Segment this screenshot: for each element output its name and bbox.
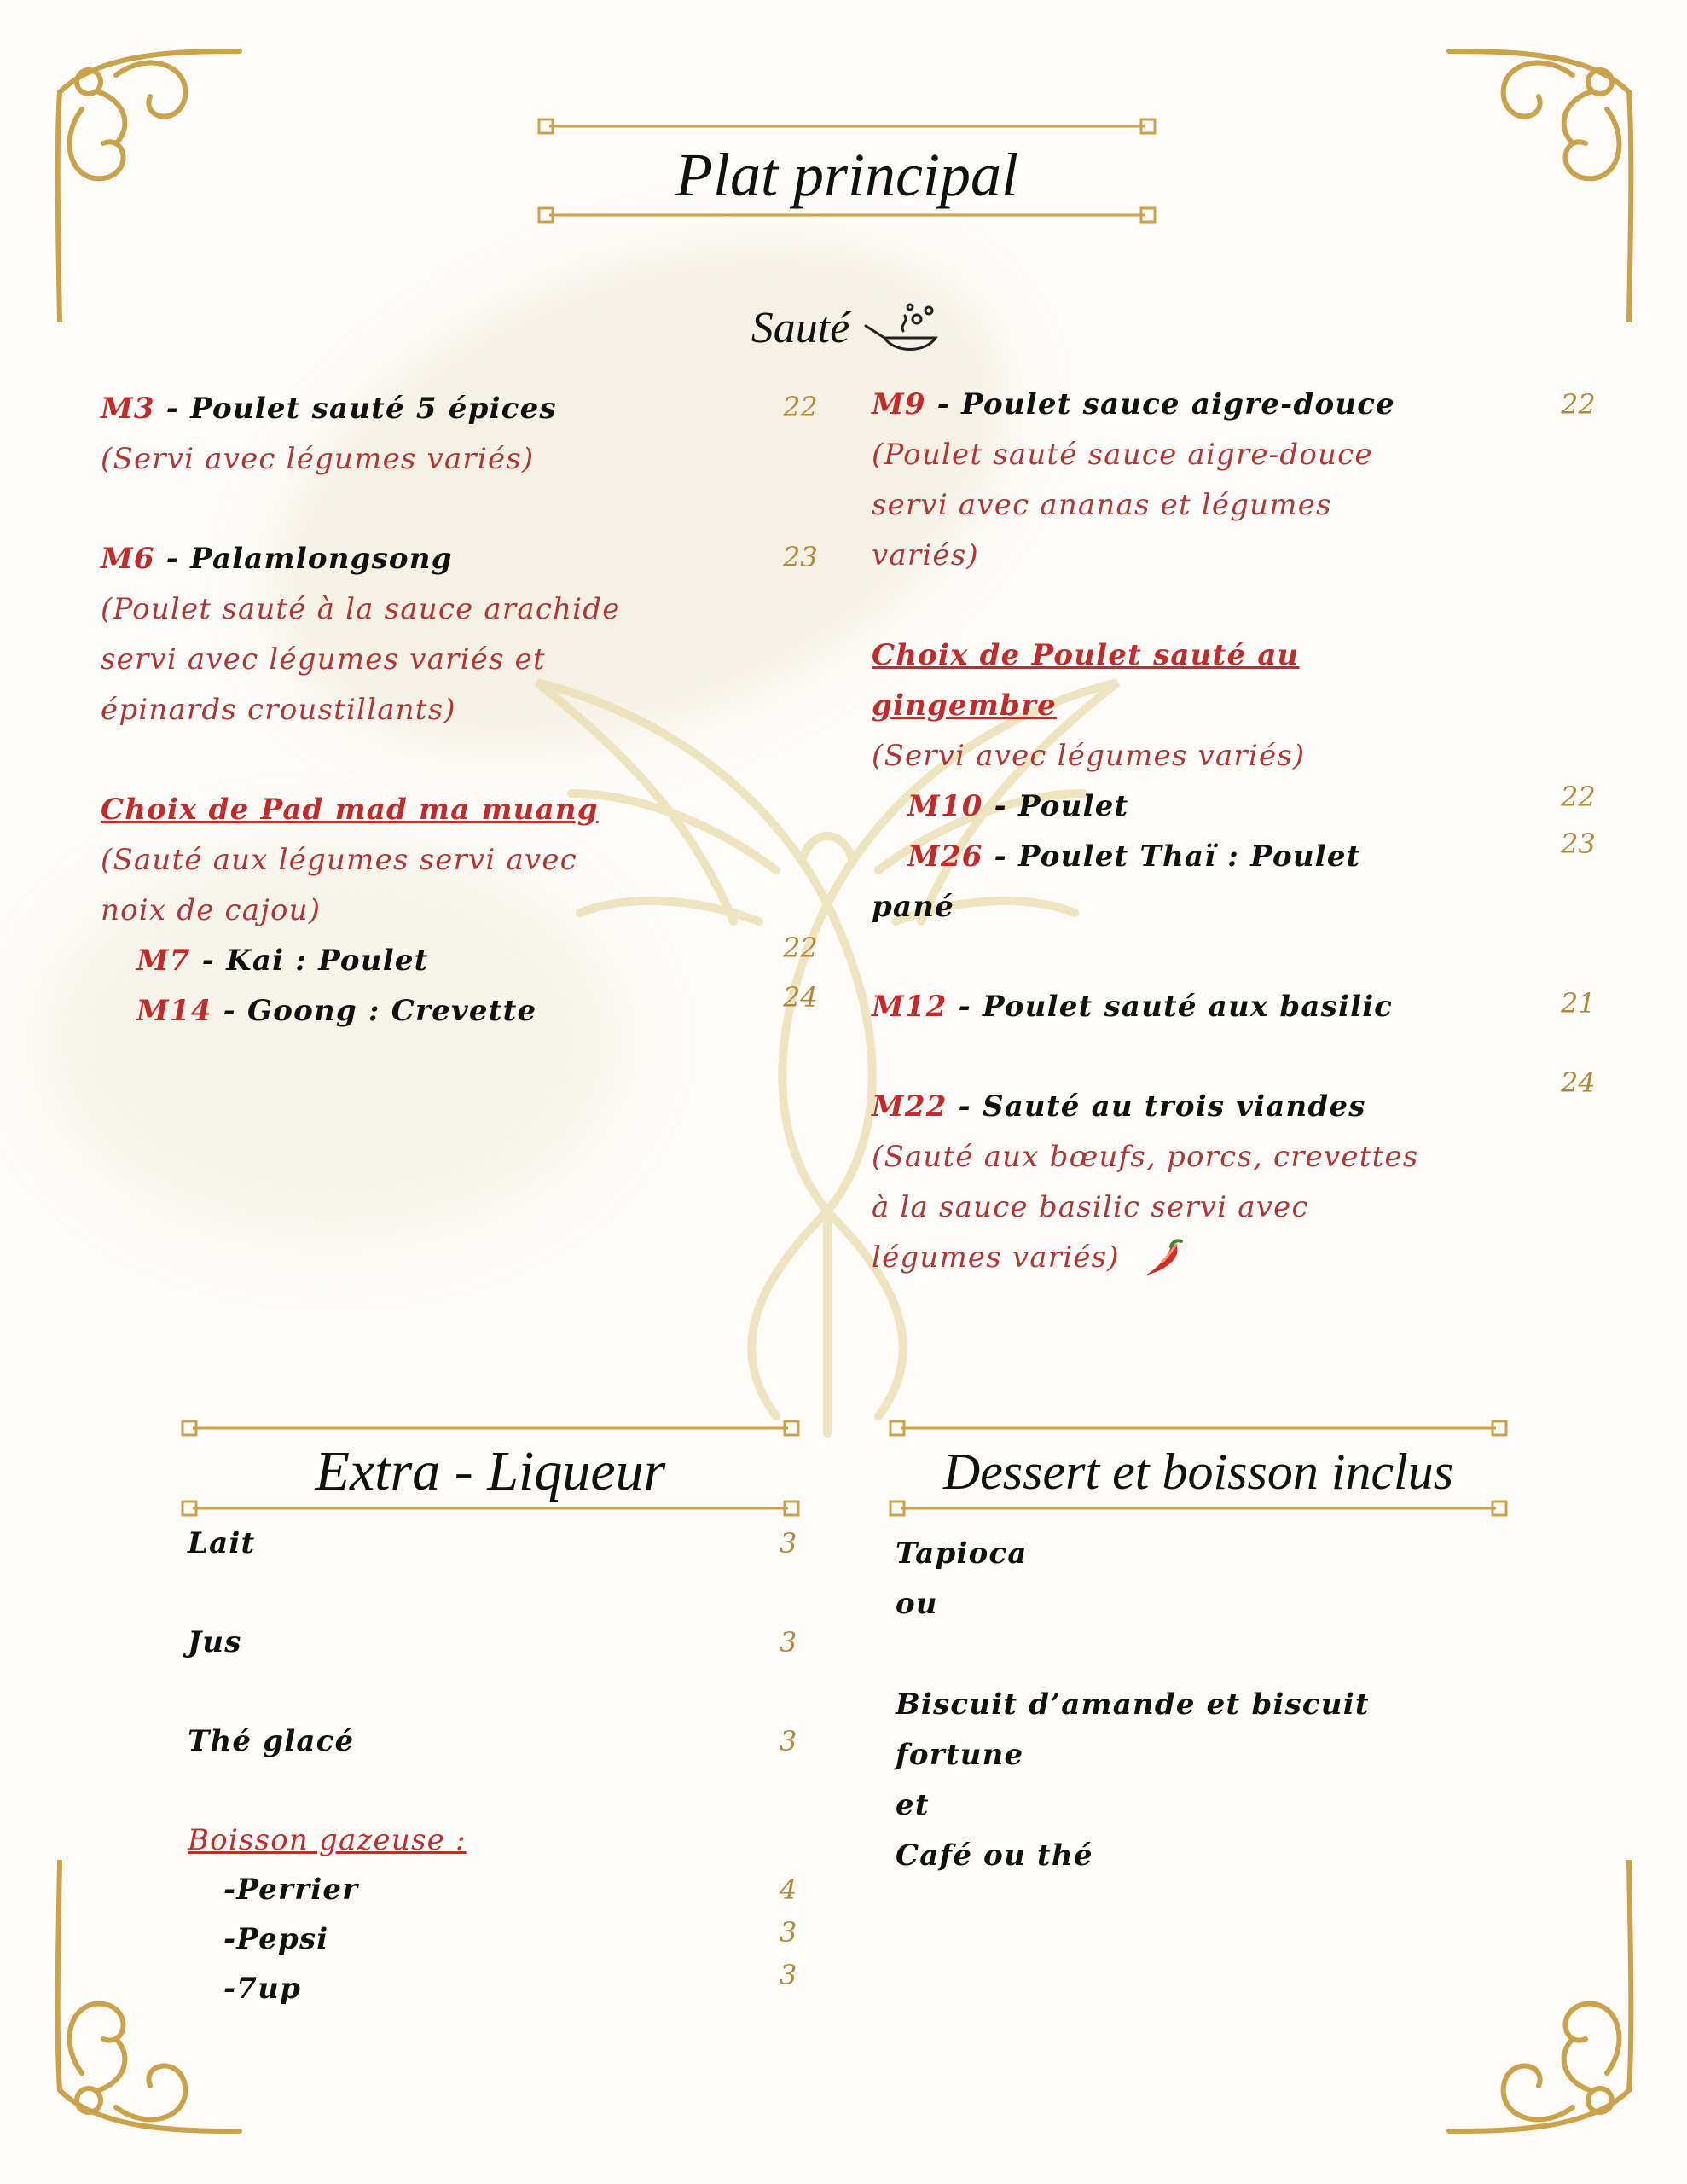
item-name: Poulet sauté aux basilic xyxy=(982,990,1394,1024)
menu-item-m6: M6 - Palamlongsong (Poulet sauté à la sauce arachide servi avec légumes variés et épinards croustillants) xyxy=(101,534,817,735)
price-m14: 24 xyxy=(783,981,818,1014)
item-description: à la sauce basilic servi avec xyxy=(872,1190,1309,1224)
separator: : xyxy=(295,944,308,978)
price-m26: 23 xyxy=(1561,828,1596,860)
extra-item: Thé glacé xyxy=(188,1724,355,1758)
corner-ornament-top-left xyxy=(48,41,244,322)
item-description: (Servi avec légumes variés) xyxy=(101,442,535,476)
option-m7: M7 - Kai : Poulet xyxy=(136,944,429,978)
price-m6: 23 xyxy=(783,541,818,573)
item-name: Palamlongsong xyxy=(190,542,453,576)
item-name: Poulet xyxy=(1017,789,1129,823)
soda-heading: Boisson gazeuse : xyxy=(188,1823,467,1857)
item-description: (Sauté aux bœufs, porcs, crevettes xyxy=(872,1140,1419,1174)
dessert-list xyxy=(896,1529,1493,1881)
price-perrier: 4 xyxy=(780,1873,797,1906)
item-name: Sauté au trois viandes xyxy=(982,1089,1366,1124)
dessert-line: ou xyxy=(896,1587,938,1621)
group-heading: Choix de Pad mad ma muang xyxy=(101,793,599,827)
item-description: servi avec ananas et légumes xyxy=(872,488,1332,522)
left-column xyxy=(101,384,817,1037)
dessert-line: et xyxy=(896,1788,930,1822)
item-description: (Poulet sauté à la sauce arachide xyxy=(101,592,621,626)
price-pepsi: 3 xyxy=(780,1916,797,1949)
option-m26: M26 - Poulet Thaï : Poulet xyxy=(907,839,1361,874)
dessert-line: fortune xyxy=(896,1738,1024,1772)
item-name-continued: pané xyxy=(872,890,954,924)
price-lait: 3 xyxy=(780,1527,797,1560)
item-code: M9 xyxy=(872,387,926,421)
item-name: Poulet sauté 5 épices xyxy=(190,392,557,426)
item-detail: Poulet xyxy=(318,944,429,978)
menu-item-m9: M9 - Poulet sauce aigre-douce (Poulet sauté sauce aigre-douce servi avec ananas et légumes variés) xyxy=(872,380,1520,581)
item-name: Kai xyxy=(226,944,285,978)
item-code: M14 xyxy=(136,994,212,1028)
section-title-text: Sauté xyxy=(751,304,850,352)
menu-item-m12: M12 - Poulet sauté aux basilic xyxy=(872,990,1394,1024)
item-description: épinards croustillants) xyxy=(101,693,456,727)
dessert-title: Dessert et boisson inclus xyxy=(942,1443,1454,1500)
dessert-line xyxy=(896,1629,1493,1680)
group-description: (Sauté aux légumes servi avec xyxy=(101,843,577,877)
item-name: Poulet sauce aigre-douce xyxy=(961,387,1395,421)
item-description: servi avec légumes variés et xyxy=(101,642,546,677)
pad-mad-group xyxy=(101,785,817,1037)
price-m12: 21 xyxy=(1561,987,1596,1019)
item-code: M22 xyxy=(872,1089,948,1124)
soda-item: -Pepsi xyxy=(223,1922,329,1956)
section-title xyxy=(682,299,1015,363)
item-code: M6 xyxy=(101,542,155,576)
extra-item: Lait xyxy=(188,1526,256,1560)
item-code: M7 xyxy=(136,944,191,978)
dessert-line: Café ou thé xyxy=(896,1838,1093,1873)
group-heading: Choix de Poulet sauté au xyxy=(872,638,1300,672)
soda-item: -7up xyxy=(223,1972,302,2006)
right-column xyxy=(872,380,1520,1283)
option-m14: M14 - Goong : Crevette xyxy=(136,994,537,1028)
item-code: M3 xyxy=(101,392,155,426)
chili-pepper-icon xyxy=(1137,1238,1185,1281)
item-description: (Poulet sauté sauce aigre-douce xyxy=(872,438,1373,472)
price-m3: 22 xyxy=(783,391,818,423)
item-code: M10 xyxy=(907,789,983,823)
dessert-line: Biscuit d’amande et biscuit xyxy=(896,1687,1370,1722)
extra-item: Jus xyxy=(188,1625,242,1659)
item-description: variés) xyxy=(872,538,979,572)
price-m7: 22 xyxy=(783,932,818,964)
extra-list xyxy=(188,1519,733,2013)
corner-ornament-top-right xyxy=(1445,41,1641,322)
group-description: noix de cajou) xyxy=(101,893,322,927)
extra-title: Extra - Liqueur xyxy=(315,1440,666,1502)
menu-item-m22: M22 - Sauté au trois viandes (Sauté aux bœufs, porcs, crevettes à la sauce basilic servi avec légumes variés) xyxy=(872,1082,1520,1283)
corner-ornament-bottom-right xyxy=(1445,1860,1641,2141)
price-jus: 3 xyxy=(780,1626,797,1658)
menu-item-m3: M3 - Poulet sauté 5 épices (Servi avec légumes variés) xyxy=(101,384,817,485)
item-name: Poulet Thaï : Poulet xyxy=(1017,839,1361,874)
gingembre-group xyxy=(872,630,1520,932)
item-code: M26 xyxy=(907,839,983,874)
price-m10: 22 xyxy=(1561,781,1596,813)
item-code: M12 xyxy=(872,990,948,1024)
soda-item: -Perrier xyxy=(223,1873,359,1907)
option-m10: M10 - Poulet xyxy=(907,789,1129,823)
group-heading: gingembre xyxy=(872,688,1057,723)
item-description: légumes variés) xyxy=(872,1240,1120,1275)
dessert-line: Tapioca xyxy=(896,1536,1028,1571)
price-m9: 22 xyxy=(1561,388,1596,421)
price-7up: 3 xyxy=(780,1959,797,1991)
page-title: Plat principal xyxy=(675,141,1018,209)
item-detail: Crevette xyxy=(391,994,537,1028)
price-m22: 24 xyxy=(1561,1066,1596,1099)
separator: : xyxy=(368,994,380,1028)
wok-icon xyxy=(861,300,946,363)
price-the-glace: 3 xyxy=(780,1725,797,1757)
group-description: (Servi avec légumes variés) xyxy=(872,739,1306,773)
item-name: Goong xyxy=(246,994,357,1028)
